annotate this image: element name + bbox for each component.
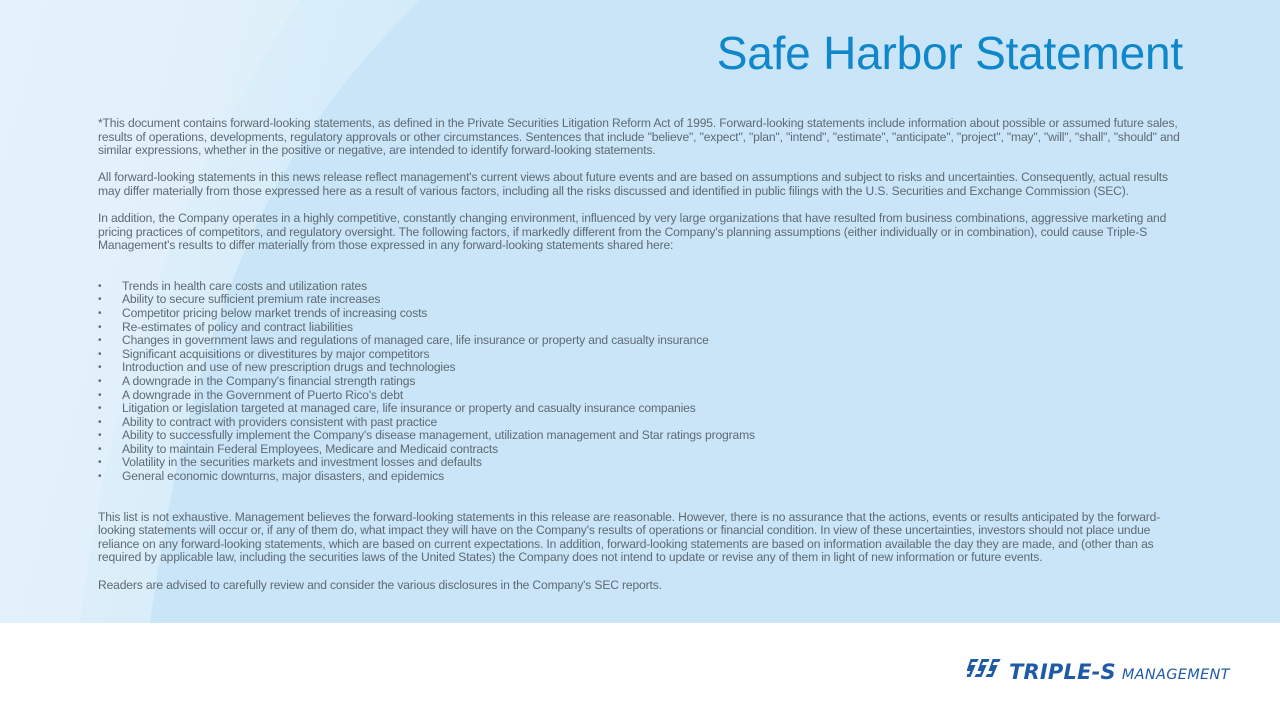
paragraph-factors-intro: In addition, the Company operates in a highly competitive, constantly changing environment, influenced by very large organizations that have resulted from business combinations, aggressive marketing and pricing practices of competitors, and regulatory oversight. The following factors, if markedly different from the Company's planning assumptions (either individually or in combination), could cause Triple-S Management's results to differ materially from those expressed in any forward-looking statements shared here:: [98, 210, 1167, 253]
safe-harbor-body: [98, 117, 1183, 592]
logo-sub-text: MANAGEMENT: [1121, 666, 1230, 683]
page-title: Safe Harbor Statement: [716, 27, 1183, 79]
list-item: • A downgrade in the Government of Puerto Rico's debt: [98, 389, 1183, 403]
list-item: • A downgrade in the Company's financial strength ratings: [98, 375, 1183, 389]
risk-factor-list: [98, 280, 1183, 484]
paragraph-forward-looking-definition: *This document contains forward-looking statements, as defined in the Private Securities Litigation Reform Act of 1995. Forward-looking statements include information about possible or assumed future sales, results of operations, developments, regulatory approvals or other circumstances. Sentences that include "believe", "expect", "plan", "intend", "estimate", "anticipate", "project", "may", "will", "shall", "should" and similar expressions, whether in the positive or negative, are intended to identify forward-looking statements.: [98, 116, 1180, 158]
list-item: • Volatility in the securities markets and investment losses and defaults: [98, 456, 1183, 470]
list-item: • Trends in health care costs and utilization rates: [98, 280, 1183, 294]
list-item: • General economic downturns, major disasters, and epidemics: [98, 470, 1183, 484]
list-item: • Ability to contract with providers consistent with past practice: [98, 416, 1183, 430]
list-item: • Competitor pricing below market trends of increasing costs: [98, 307, 1183, 321]
triple-s-logo-icon: [967, 657, 1003, 687]
list-item: • Ability to successfully implement the Company's disease management, utilization management and Star ratings programs: [98, 429, 1183, 443]
paragraph-not-exhaustive: This list is not exhaustive. Management believes the forward-looking statements in this release are reasonable. However, there is no assurance that the actions, events or results anticipated by the forward-looking statements will occur or, if any of them do, what impact they will have on the Company's results of operations or financial condition. In view of these uncertainties, investors should not place undue reliance on any forward-looking statements, which are based on current expectations. In addition, forward-looking statements are based on information available the day they are made, and (other than as required by applicable law, including the securities laws of the United States) the Company does not intend to update or revise any of them in light of new information or future events.: [98, 509, 1161, 565]
company-logo: [967, 656, 1230, 688]
list-item: • Ability to secure sufficient premium rate increases: [98, 293, 1183, 307]
list-item: • Ability to maintain Federal Employees, Medicare and Medicaid contracts: [98, 443, 1183, 457]
list-item: • Significant acquisitions or divestitures by major competitors: [98, 348, 1183, 362]
paragraph-readers-advised: Readers are advised to carefully review and consider the various disclosures in the Company's SEC reports.: [98, 577, 662, 592]
list-item: • Re-estimates of policy and contract liabilities: [98, 321, 1183, 335]
list-item: • Litigation or legislation targeted at managed care, life insurance or property and casualty insurance companies: [98, 402, 1183, 416]
logo-brand-text: TRIPLE-S: [1009, 660, 1116, 684]
list-item: • Introduction and use of new prescription drugs and technologies: [98, 361, 1183, 375]
list-item: • Changes in government laws and regulations of managed care, life insurance or property and casualty insurance: [98, 334, 1183, 348]
paragraph-risks: All forward-looking statements in this news release reflect management's current views about future events and are based on assumptions and subject to risks and uncertainties. Consequently, actual results may differ materially from those expressed here as a result of various factors, including all the risks discussed and identified in public filings with the U.S. Securities and Exchange Commission (SEC).: [98, 170, 1168, 198]
